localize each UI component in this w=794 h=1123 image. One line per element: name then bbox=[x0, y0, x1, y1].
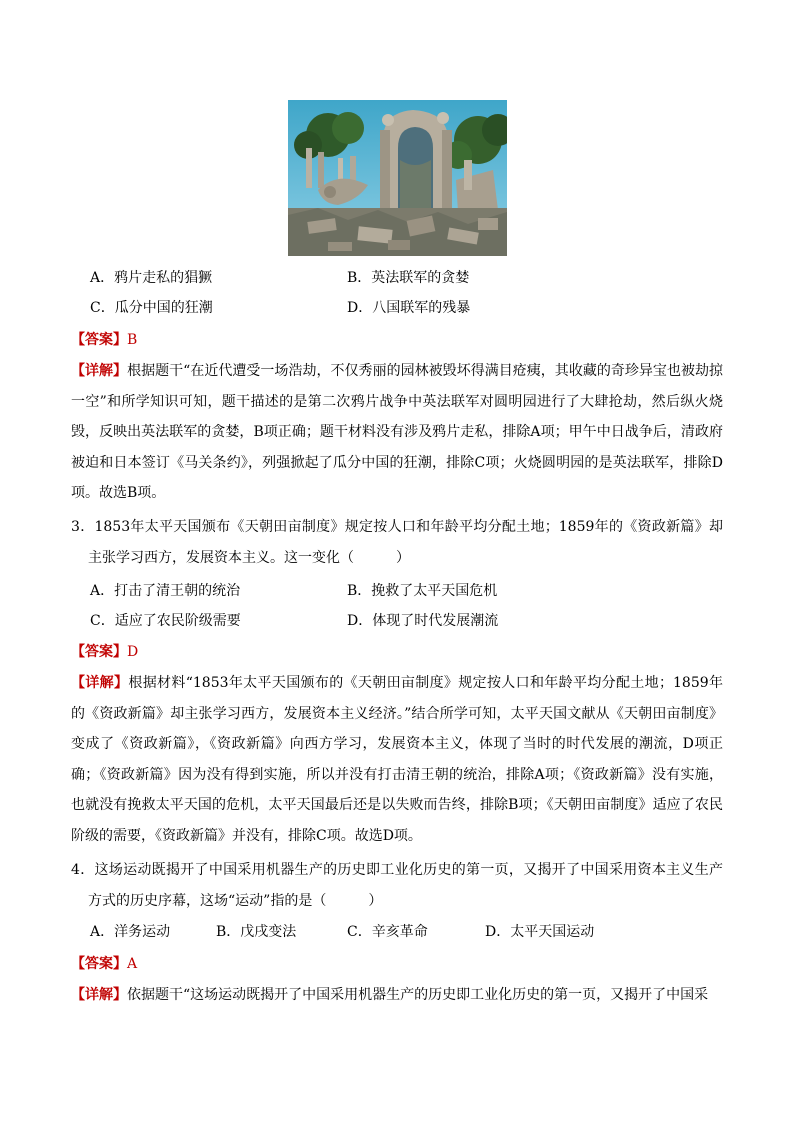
q4-detail-text: 依据题干“这场运动既揭开了中国采用机器生产的历史即工业化历史的第一页，又揭开了中国采 bbox=[127, 987, 709, 1003]
q3-answer-line bbox=[71, 642, 138, 662]
q3-detail-text: 根据材料“1853年太平天国颁布的《天朝田亩制度》规定按人口和年龄平均分配土地；1859年的《资政新篇》却主张学习西方，发展资本主义经济。”结合所学可知，太平天国文献从《天朝田亩制度》变成了《资政新篇》，《资政新篇》向西方学习，发展资本主义，体现了当时的时代发展的潮流，D项正确；《资政新篇》因为没有得到实施，所以并没有打击清王朝的统治，排除A项；《资政新篇》没有实施，也就没有挽救太平天国的危机，太平天国最后还是以失败而告终，排除B项；《天朝田亩制度》适应了农民阶级的需要，《资政新篇》并没有，排除C项。故选D项。 bbox=[71, 675, 723, 844]
answer-tag: 【答案】 bbox=[71, 644, 127, 660]
q4-option-a: A．洋务运动 bbox=[90, 924, 171, 940]
q2-option-d: D．八国联军的残暴 bbox=[347, 300, 471, 316]
answer-tag: 【答案】 bbox=[71, 332, 127, 348]
q3-option-c: C．适应了农民阶级需要 bbox=[90, 613, 241, 629]
q4-detail bbox=[71, 980, 723, 1012]
detail-tag: 【详解】 bbox=[71, 987, 127, 1003]
q4-option-b: B．戊戌变法 bbox=[216, 924, 297, 940]
q3-option-a: A．打击了清王朝的统治 bbox=[90, 583, 241, 599]
q2-detail-text: 根据题干“在近代遭受一场浩劫，不仅秀丽的园林被毁坏得满目疮痍，其收藏的奇珍异宝也被劫掠一空”和所学知识可知，题干描述的是第二次鸦片战争中英法联军对圆明园进行了大肆抢劫，然后纵火烧毁，反映出英法联军的贪婪，B项正确；题干材料没有涉及鸦片走私，排除A项；甲午中日战争后，清政府被迫和日本签订《马关条约》，列强掀起了瓜分中国的狂潮，排除C项；火烧圆明园的是英法联军，排除D项。故选B项。 bbox=[71, 363, 724, 501]
q4-answer: A bbox=[127, 956, 138, 972]
q4-option-c: C．辛亥革命 bbox=[347, 924, 428, 940]
answer-tag: 【答案】 bbox=[71, 956, 127, 972]
q4-answer-line bbox=[71, 954, 137, 974]
q2-answer-line bbox=[71, 330, 137, 350]
q2-answer: B bbox=[127, 332, 138, 348]
detail-tag: 【详解】 bbox=[71, 675, 129, 691]
q3-option-b: B．挽救了太平天国危机 bbox=[347, 583, 498, 599]
q2-option-b: B．英法联军的贪婪 bbox=[347, 270, 470, 286]
old-summer-palace-ruins-photo bbox=[288, 100, 507, 256]
q2-detail bbox=[71, 356, 723, 509]
q2-option-c: C．瓜分中国的狂潮 bbox=[90, 300, 213, 316]
q4-stem: 4．这场运动既揭开了中国采用机器生产的历史即工业化历史的第一页，又揭开了中国采用资本主义生产方式的历史序幕，这场“运动”指的是（ ） bbox=[71, 862, 723, 909]
q3-answer: D bbox=[127, 644, 139, 660]
q3-stem: 3．1853年太平天国颁布《天朝田亩制度》规定按人口和年龄平均分配土地；1859年的《资政新篇》却主张学习西方，发展资本主义。这一变化（ ） bbox=[71, 519, 723, 566]
q3-option-d: D．体现了时代发展潮流 bbox=[347, 613, 499, 629]
q4-option-d: D．太平天国运动 bbox=[485, 924, 595, 940]
q2-option-a: A．鸦片走私的猖獗 bbox=[90, 270, 213, 286]
detail-tag: 【详解】 bbox=[71, 363, 128, 379]
q3-detail bbox=[71, 668, 723, 851]
